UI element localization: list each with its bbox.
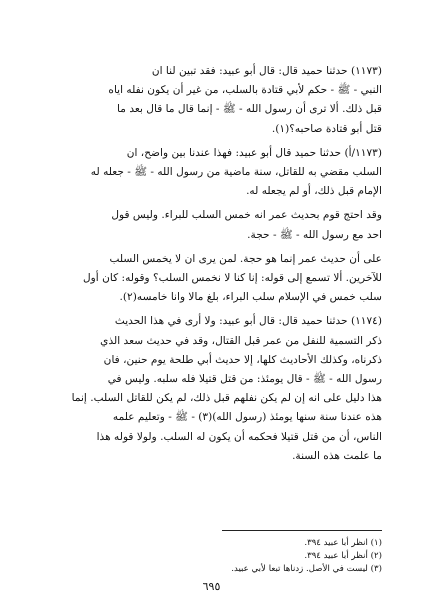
text-line: ذكرناه، وكذلك الأحاديث كلها، إلا حديث أبي طلحة يوم حنين، فان [103, 353, 382, 366]
main-text [42, 62, 382, 471]
text-line: (١١٧٤) حدثنا حميد قال: قال أبو عبيد: ولا أرى في هذا الحديث [114, 315, 382, 328]
text-line: الناس، أن من قتل قتيلا فحكمه أن يكون له السلب. ولولا قوله هذا [96, 430, 382, 443]
text-line: على أن حديث عمر إنما هو حجة. لمن يرى ان لا يخمس السلب [109, 252, 382, 265]
footnote-3: (٣) ليست في الأصل. زدناها تبعا لأبي عبيد. [231, 564, 382, 574]
text-line: قبل ذلك. ألا ترى أن رسول الله - ﷺ - إنما قال ما قال بعد ما [117, 103, 382, 116]
text-line: هذه عندنا سنة سنها يومئذ (رسول الله)(٣) - ﷺ - وتعليم علمه [112, 411, 382, 424]
paragraph-1174 [42, 312, 382, 466]
paragraph-argument [42, 206, 382, 244]
text-line: للآخرين. ألا تسمع إلى قوله: إنا كنا لا نخمس السلب؟ وقوله: كان أول [82, 272, 382, 285]
text-line: النبي - ﷺ - حكم لأبي قتادة بالسلب، من غير أن يكون نفله اياه [108, 84, 382, 97]
paragraph-umar-hadith [42, 250, 382, 308]
footnote-1: (١) انظر أبا عبيد ٣٩٤. [304, 538, 382, 548]
text-line: (١١٧٣) حدثنا حميد قال: قال أبو عبيد: فقد تبين لنا ان [151, 65, 382, 77]
paragraph-1173a [42, 144, 382, 202]
text-line: قتل أبو قتادة صاحبه؟(١). [271, 122, 382, 135]
paragraph-1173 [42, 62, 382, 139]
text-line: رسول الله - ﷺ - قال يومئذ: من قتل قتيلا فله سلبه. وليس في [107, 373, 382, 386]
text-line: السلب مقضي به للقاتل، سنة ماضية من رسول الله - ﷺ - جعله له [90, 166, 382, 179]
text-line: ذكر التسمية للنفل من عمر قبل القتال، وقد في حديث سعد الذي [100, 334, 382, 347]
text-line: (١١٧٣/أ) حدثنا حميد قال أبو عبيد: فهذا عندنا بين واضح، ان [126, 146, 382, 159]
text-line: احد مع رسول الله - ﷺ - حجة. [247, 228, 382, 241]
footnote-divider [222, 530, 382, 531]
text-line: الإمام قبل ذلك، أو لم يجعله له. [246, 185, 382, 198]
text-line: وقد احتج قوم بحديث عمر انه خمس السلب للبراء. وليس قول [111, 209, 382, 222]
text-line: هذا دليل على انه إن لم يكن نفلهم قبل ذلك، لم يكن للقاتل السلب. إنما [71, 392, 382, 405]
page-number: ٦٩٥ [202, 580, 221, 593]
text-line: ما علمت هذه السنة. [292, 449, 382, 462]
text-line: سلب خمس في الإسلام سلب البراء، بلغ مالا وانا خامسه(٢). [119, 291, 382, 304]
footnotes [200, 537, 382, 576]
footnote-2: (٢) أنظر أبا عبيد ٣٩٤. [304, 551, 382, 561]
